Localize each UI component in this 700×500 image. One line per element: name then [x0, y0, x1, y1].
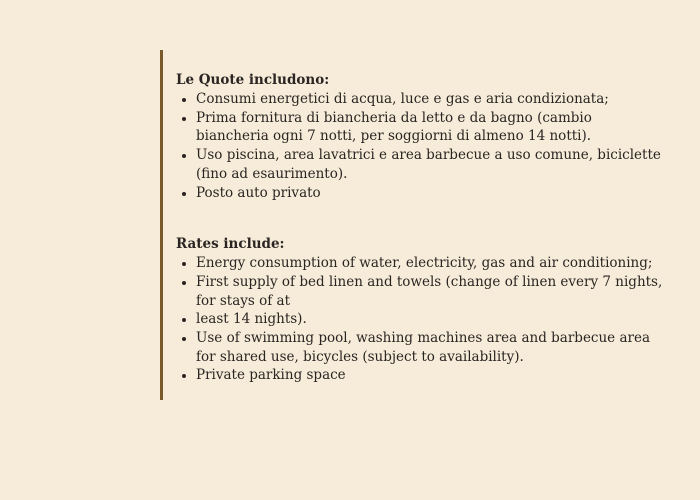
english-list	[176, 254, 666, 385]
list-item: least 14 nights).	[176, 310, 666, 329]
list-item: Private parking space	[176, 366, 666, 385]
english-heading: Rates include:	[176, 236, 285, 253]
list-item: Uso piscina, area lavatrici e area barbecue a uso comune, biciclette (fino ad esaurimento).	[176, 146, 666, 183]
english-section	[176, 235, 666, 385]
italian-section	[176, 71, 666, 202]
list-item: Prima fornitura di biancheria da letto e da bagno (cambio biancheria ogni 7 notti, per soggiorni di almeno 14 notti).	[176, 109, 666, 146]
list-item: Posto auto privato	[176, 184, 666, 203]
list-item: Use of swimming pool, washing machines area and barbecue area for shared use, bicycles (subject to availability).	[176, 329, 666, 366]
italian-list	[176, 90, 666, 202]
italian-heading: Le Quote includono:	[176, 72, 330, 88]
list-item: Energy consumption of water, electricity, gas and air conditioning;	[176, 254, 666, 273]
list-item: First supply of bed linen and towels (change of linen every 7 nights, for stays of at	[176, 273, 666, 310]
rates-content	[176, 71, 666, 385]
vertical-divider-rule	[160, 50, 163, 400]
list-item: Consumi energetici di acqua, luce e gas e aria condizionata;	[176, 90, 666, 109]
